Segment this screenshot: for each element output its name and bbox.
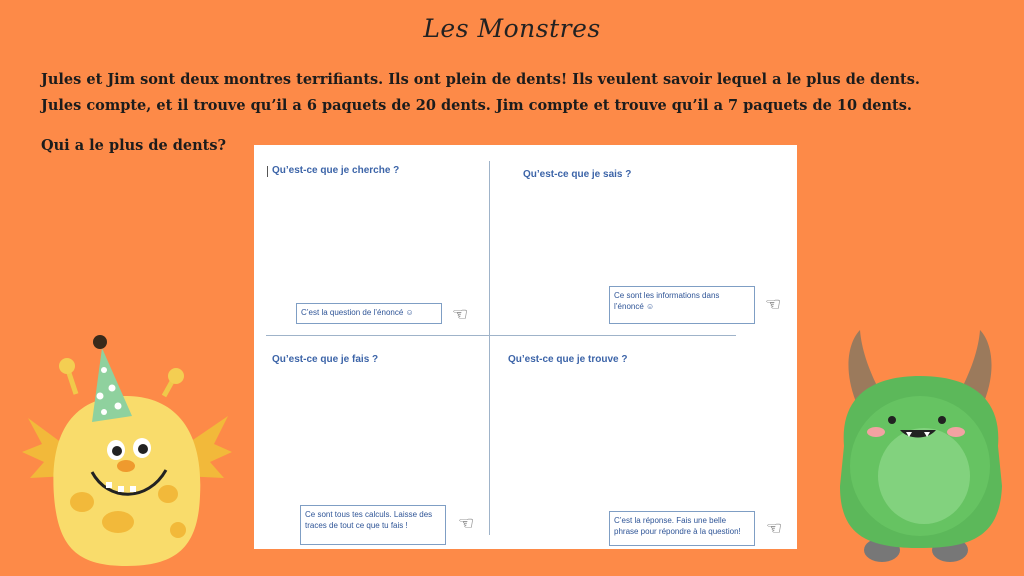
page-title: Les Monstres — [423, 14, 601, 43]
heading-cherche: Qu’est-ce que je cherche ? — [272, 165, 400, 176]
hint-cherche: C’est la question de l’énoncé ☺ — [301, 308, 414, 317]
pointing-hand-icon: ☜ — [452, 304, 469, 325]
hint-trouve-line1: C’est la réponse. Fais une belle — [614, 516, 727, 525]
pointing-hand-icon: ☜ — [458, 513, 475, 534]
hint-sais-line1: Ce sont les informations dans — [614, 291, 720, 300]
yellow-monster-illustration — [18, 326, 238, 576]
problem-line-1: Jules et Jim sont deux montres terrifiants. Ils ont plein de dents! Ils veulent savoir lequel a le plus de dents. — [41, 71, 920, 88]
hint-box-cherche — [296, 303, 442, 324]
worksheet-image — [254, 145, 797, 549]
pointing-hand-icon: ☜ — [765, 294, 782, 315]
green-monster-illustration — [832, 326, 1008, 576]
heading-trouve: Qu’est-ce que je trouve ? — [508, 354, 628, 365]
hint-box-fais — [300, 505, 446, 545]
text-cursor — [267, 166, 268, 177]
hint-sais-line2: l’énoncé ☺ — [614, 302, 655, 311]
hint-fais-line2: traces de tout ce que tu fais ! — [305, 521, 408, 530]
hint-trouve-line2: phrase pour répondre à la question! — [614, 527, 741, 536]
heading-fais: Qu’est-ce que je fais ? — [272, 354, 379, 365]
hint-box-sais — [609, 286, 755, 324]
vertical-divider — [489, 161, 490, 535]
problem-question: Qui a le plus de dents? — [41, 137, 227, 154]
hint-fais-line1: Ce sont tous tes calculs. Laisse des — [305, 510, 433, 519]
horizontal-divider — [266, 335, 736, 336]
heading-sais: Qu’est-ce que je sais ? — [523, 169, 632, 180]
hint-box-trouve — [609, 511, 755, 546]
pointing-hand-icon: ☜ — [766, 518, 783, 539]
problem-line-2: Jules compte, et il trouve qu’il a 6 paquets de 20 dents. Jim compte et trouve qu’il a 7 paquets de 10 dents. — [41, 97, 912, 114]
